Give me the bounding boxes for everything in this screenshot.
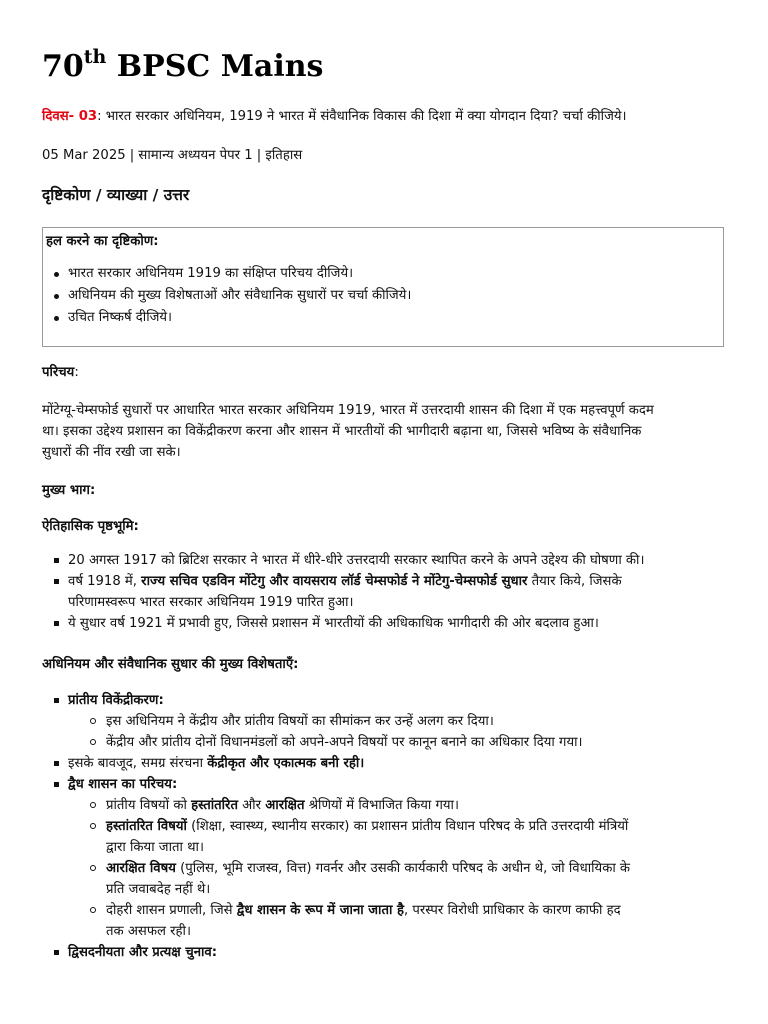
approach-item: अधिनियम की मुख्य विशेषताओं और संवैधानिक सुधारों पर चर्चा कीजिये। <box>47 285 411 307</box>
features-list <box>48 690 630 963</box>
title-text: BPSC Mains <box>116 49 324 84</box>
feature-item <box>48 774 630 942</box>
intro-line: मोंटेग्यू-चेम्सफोर्ड सुधारों पर आधारित भारत सरकार अधिनियम 1919, भारत में उत्तरदायी शासन की दिशा में एक महत्त्वपूर्ण कदम <box>42 403 654 418</box>
subitem-post: श्रेणियों में विभाजित किया गया। <box>304 798 459 813</box>
feature-subitem-line: प्रति जवाबदेह नहीं थे। <box>106 882 211 897</box>
feature-item <box>48 690 630 753</box>
feature-subitem-text: इस अधिनियम ने केंद्रीय और प्रांतीय विषयों का सीमांकन कर उन्हें अलग कर दिया। <box>106 714 494 729</box>
features-heading: अधिनियम और संवैधानिक सुधार की मुख्य विशेषताएँ: <box>42 657 299 672</box>
question <box>42 106 627 127</box>
feature-subitem <box>86 732 630 753</box>
feature-line <box>68 753 630 774</box>
feature-title: द्वैध शासन का परिचय: <box>68 777 178 792</box>
intro-paragraph <box>42 400 726 463</box>
history-item-bold: राज्य सचिव एडविन मोंटेगु और वायसराय लॉर्ड चेम्सफोर्ड ने मोंटेगु-चेम्सफोर्ड सुधार <box>141 574 528 589</box>
history-item-line: परिणामस्वरूप भारत सरकार अधिनियम 1919 पारित हुआ। <box>68 595 354 610</box>
intro-heading <box>42 362 79 383</box>
feature-bold: केंद्रीकृत और एकात्मक बनी रही। <box>207 756 365 771</box>
history-item-text: ये सुधार वर्ष 1921 में प्रभावी हुए, जिससे प्रशासन में भारतीयों की अधिकाधिक भागीदारी की ओर बदलाव हुआ। <box>68 616 599 631</box>
feature-subitem-line: द्वारा किया जाता था। <box>106 840 204 855</box>
feature-subitem <box>86 900 630 942</box>
intro-line: सुधारों की नींव रखी जा सके। <box>42 445 181 460</box>
subitem-mid: और <box>237 798 266 813</box>
intro-heading-text: परिचय <box>42 365 75 380</box>
approach-list <box>47 263 411 329</box>
subitem-bold: द्वैध शासन के रूप में जाना जाता है <box>236 903 405 918</box>
title-number: 70 <box>42 49 84 84</box>
feature-title: द्विसदनीयता और प्रत्यक्ष चुनाव: <box>68 945 218 960</box>
feature-subitem-line <box>106 900 630 921</box>
feature-subitem-text: केंद्रीय और प्रांतीय दोनों विधानमंडलों को अपने-अपने विषयों पर कानून बनाने का अधिकार दिया गया। <box>106 735 583 750</box>
feature-subitem-line <box>106 858 630 879</box>
approach-box-heading: हल करने का दृष्टिकोण: <box>46 234 159 249</box>
history-item-line <box>68 571 644 592</box>
subitem-rest: (पुलिस, भूमि राजस्व, वित्त) गवर्नर और उसकी कार्यकारी परिषद के अधीन थे, जो विधायिका के <box>175 861 631 876</box>
subitem-post: , परस्पर विरोधी प्राधिकार के कारण काफी हद <box>404 903 621 918</box>
feature-subitem-line: तक असफल रही। <box>106 924 191 939</box>
feature-subitem <box>86 816 630 858</box>
day-label: दिवस- 03 <box>42 109 98 124</box>
subitem-pre: दोहरी शासन प्रणाली, जिसे <box>106 903 237 918</box>
main-heading: मुख्य भाग: <box>42 483 96 498</box>
feature-subitem <box>86 711 630 732</box>
feature-item <box>48 942 630 963</box>
approach-box <box>42 227 724 347</box>
history-item <box>48 613 644 634</box>
feature-subitem <box>86 795 630 816</box>
subitem-bold: आरक्षित <box>265 798 305 813</box>
feature-subitem-line <box>106 816 630 837</box>
history-item-text: 20 अगस्त 1917 को ब्रिटिश सरकार ने भारत में धीरे-धीरे उत्तरदायी सरकार स्थापित करने के अपने उद्देश्य की घोषणा की। <box>68 553 645 568</box>
subitem-bold: हस्तांतरित विषयों <box>106 819 187 834</box>
intro-heading-colon: : <box>74 365 79 380</box>
intro-line: था। इसका उद्देश्य प्रशासन का विकेंद्रीकरण करना और शासन में भारतीयों की भागीदारी बढ़ाना था, जिससे भविष्य के संवैधानिक <box>42 424 642 439</box>
history-item <box>48 550 644 571</box>
history-item-pre: वर्ष 1918 में, <box>68 574 142 589</box>
history-heading: ऐतिहासिक पृष्ठभूमि: <box>42 519 139 534</box>
meta-info: 05 Mar 2025 | सामान्य अध्ययन पेपर 1 | इतिहास <box>42 148 303 163</box>
history-item-post: तैयार किये, जिसके <box>527 574 622 589</box>
feature-pre: इसके बावजूद, समग्र संरचना <box>68 756 208 771</box>
feature-sublist <box>68 795 630 942</box>
feature-sublist <box>68 711 630 753</box>
subitem-rest: (शिक्षा, स्वास्थ्य, स्थानीय सरकार) का प्रशासन प्रांतीय विधान परिषद के प्रति उत्तरदायी मंत्रियों <box>186 819 629 834</box>
title-suffix: th <box>83 46 107 68</box>
subitem-bold: हस्तांतरित <box>191 798 238 813</box>
feature-item <box>48 753 630 774</box>
history-item <box>48 571 644 613</box>
approach-heading: दृष्टिकोण / व्याख्या / उत्तर <box>42 186 190 204</box>
subitem-pre: प्रांतीय विषयों को <box>106 798 192 813</box>
feature-title: प्रांतीय विकेंद्रीकरण: <box>68 693 164 708</box>
feature-subitem <box>86 858 630 900</box>
subitem-bold: आरक्षित विषय <box>106 861 176 876</box>
history-list <box>48 550 644 634</box>
page-title <box>42 44 323 90</box>
question-text: : भारत सरकार अधिनियम, 1919 ने भारत में संवैधानिक विकास की दिशा में क्या योगदान दिया? चर्चा कीजिये। <box>97 109 627 124</box>
feature-subitem-line <box>106 795 630 816</box>
approach-item: उचित निष्कर्ष दीजिये। <box>47 307 411 329</box>
approach-item: भारत सरकार अधिनियम 1919 का संक्षिप्त परिचय दीजिये। <box>47 263 411 285</box>
